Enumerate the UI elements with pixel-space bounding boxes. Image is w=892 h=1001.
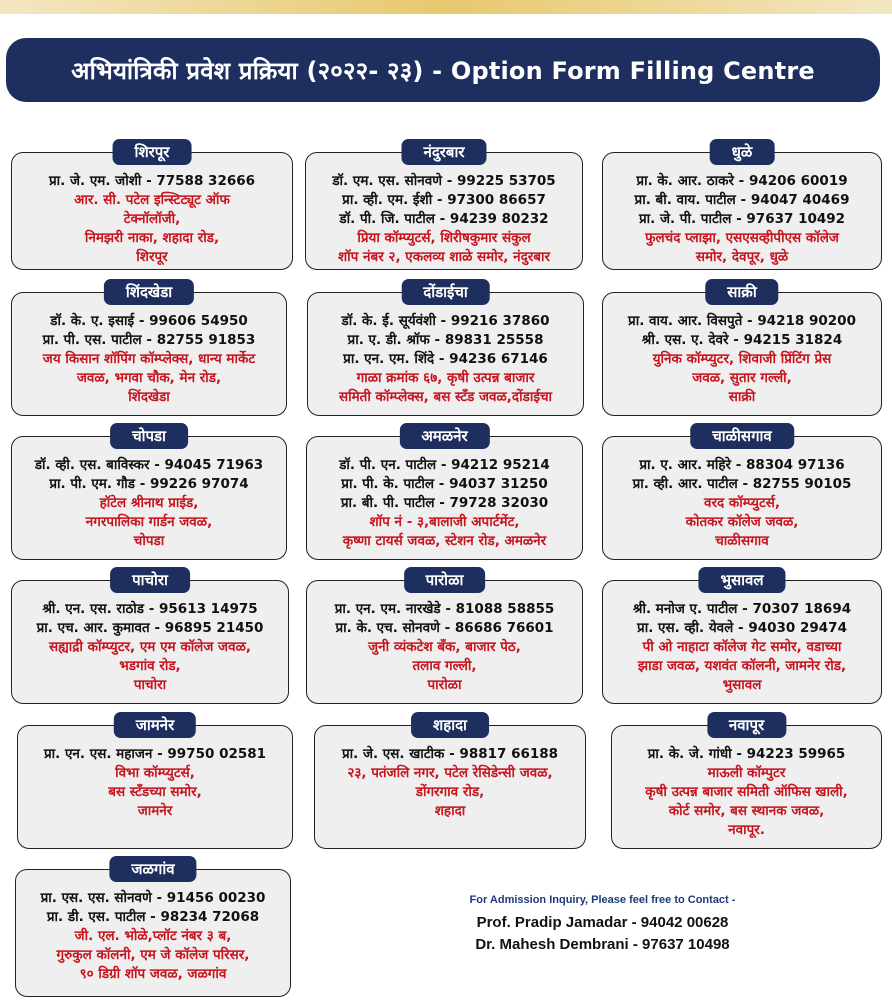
- centre-details: [12, 600, 288, 695]
- title-banner: [6, 38, 880, 102]
- contact-person-line: प्रा. व्ही. आर. पाटील - 82755 90105: [632, 476, 852, 492]
- centre-details: [315, 745, 585, 821]
- centre-card: [15, 860, 291, 997]
- centre-address-line: झाडा जवळ, यशवंत कॉलनी, जामनेर रोड,: [637, 658, 847, 674]
- centre-address-line: हॉटेल श्रीनाथ प्राईड,: [99, 495, 199, 511]
- contact-person-line: प्रा. के. जे. गांधी - 94223 59965: [647, 746, 846, 762]
- centre-address-line: जवळ, सुतार गल्ली,: [692, 370, 792, 386]
- centre-card: [305, 143, 583, 270]
- contact-person-line: प्रा. वाय. आर. विसपुते - 94218 90200: [628, 313, 856, 329]
- contact-person-line: प्रा. ए. आर. महिरे - 88304 97136: [639, 457, 845, 473]
- centre-details: [612, 745, 881, 840]
- centre-address-line: साक्री: [728, 389, 756, 405]
- centre-card: [306, 427, 583, 560]
- centre-details: [603, 600, 881, 695]
- contact-person-line: श्री. एस. ए. देवरे - 94215 31824: [641, 332, 843, 348]
- contact-person-line: प्रा. बी. वाय. पाटील - 94047 40469: [634, 192, 850, 208]
- centre-details: [307, 456, 582, 551]
- centre-details: [306, 172, 582, 267]
- contact-person-line: प्रा. ए. डी. श्रॉफ - 89831 25558: [347, 332, 544, 348]
- centre-name-tag: भुसावल: [698, 567, 785, 593]
- centre-address-line: जवळ, भगवा चौक, मेन रोड,: [76, 370, 222, 386]
- contact-person-line: डॉ. व्ही. एस. बाविस्कर - 94045 71963: [34, 457, 264, 473]
- contact-person-line: प्रा. जे. एस. खाटीक - 98817 66188: [341, 746, 559, 762]
- contact-person-line: श्री. मनोज ए. पाटील - 70307 18694: [632, 601, 852, 617]
- centre-address-line: सह्याद्री कॉम्प्युटर, एम एम कॉलेज जवळ,: [49, 639, 251, 655]
- centre-details: [603, 172, 881, 267]
- centre-name-tag: धुळे: [710, 139, 775, 165]
- contact-person-line: प्रा. डी. एस. पाटील - 98234 72068: [46, 909, 260, 925]
- centre-card: [306, 571, 583, 704]
- centre-name-tag: पाचोरा: [110, 567, 190, 593]
- centre-address-line: डोंगरगाव रोड,: [415, 784, 485, 800]
- centre-address-line: कृष्णा टायर्स जवळ, स्टेशन रोड, अमळनेर: [342, 533, 547, 549]
- centre-address-line: विभा कॉम्प्युटर्स,: [115, 765, 195, 781]
- centre-name-tag: अमळनेर: [399, 423, 489, 449]
- centre-address-line: पाचोरा: [133, 677, 167, 693]
- centre-details: [603, 312, 881, 407]
- contact-person-line: श्री. एन. एस. राठोड - 95613 14975: [42, 601, 258, 617]
- contact-person-line: प्रा. एन. एम. नारखेडे - 81088 58855: [334, 601, 555, 617]
- centre-address-line: समोर, देवपूर, धुळे: [695, 249, 789, 265]
- centre-address-line: तलाव गल्ली,: [412, 658, 477, 674]
- contact-person-line: प्रा. व्ही. एम. ईशी - 97300 86657: [342, 192, 546, 208]
- contact-block: [330, 888, 875, 956]
- centre-address-line: निमझरी नाका, शहादा रोड,: [84, 230, 220, 246]
- contact-person-line: प्रा. के. आर. ठाकरे - 94206 60019: [636, 173, 848, 189]
- centre-name-tag: नंदुरबार: [401, 139, 486, 165]
- centre-name-tag: साक्री: [705, 279, 778, 305]
- centre-address-line: जय किसान शॉपिंग कॉम्प्लेक्स, धान्य मार्केट: [42, 351, 256, 367]
- centre-address-line: २३, पतंजलि नगर, पटेल रेसिडेन्सी जवळ,: [347, 765, 553, 781]
- contact-person-line: प्रा. एन. एस. महाजन - 99750 02581: [43, 746, 267, 762]
- centre-card: [307, 283, 584, 416]
- centre-card: [602, 427, 882, 560]
- contact-person-line: प्रा. पी. के. पाटील - 94037 31250: [341, 476, 548, 492]
- contact-person-line: प्रा. पी. एम. गौड - 99226 97074: [49, 476, 249, 492]
- centre-address-line: कोर्ट समोर, बस स्थानक जवळ,: [668, 803, 825, 819]
- centre-address-line: फुलचंद प्लाझा, एसएसव्हीपीएस कॉलेज: [645, 230, 839, 246]
- centre-name-tag: शिरपूर: [113, 139, 192, 165]
- centre-address-line: कोतकर कॉलेज जवळ,: [685, 514, 799, 530]
- centre-details: [18, 745, 292, 821]
- centre-details: [12, 172, 292, 267]
- centre-address-line: ९० डिग्री शॉप जवळ, जळगांव: [79, 966, 227, 982]
- centre-address-line: चाळीसगाव: [715, 533, 769, 549]
- centre-address-line: शहादा: [434, 803, 466, 819]
- centre-name-tag: जामनेर: [114, 712, 196, 738]
- contact-person-line: प्रा. जे. पी. पाटील - 97637 10492: [638, 211, 846, 227]
- centre-card: [17, 716, 293, 849]
- centre-address-line: चोपडा: [133, 533, 165, 549]
- centre-name-tag: चोपडा: [110, 423, 188, 449]
- centre-address-line: वरद कॉम्प्युटर्स,: [703, 495, 781, 511]
- centre-address-line: जी. एल. भोळे,प्लॉट नंबर ३ ब,: [74, 928, 232, 944]
- centre-card: [11, 283, 287, 416]
- centre-address-line: शॉप नं - ३,बालाजी अपार्टमेंट,: [369, 514, 520, 530]
- centre-card: [11, 143, 293, 270]
- contact-person-line: डॉ. के. ई. सूर्यवंशी - 99216 37860: [341, 313, 550, 329]
- centre-details: [12, 456, 286, 551]
- centre-address-line: कृषी उत्पन्न बाजार समिती ऑफिस खाली,: [645, 784, 848, 800]
- centre-card: [314, 716, 586, 849]
- centre-address-line: प्रिया कॉम्प्युटर्स, शिरीषकुमार संकुल: [357, 230, 531, 246]
- centre-card: [602, 571, 882, 704]
- centre-name-tag: नवापूर: [707, 712, 786, 738]
- contact-line-1: Prof. Pradip Jamadar - 94042 00628: [476, 914, 729, 931]
- centre-name-tag: शिंदखेडा: [104, 279, 194, 305]
- centre-address-line: भुसावल: [722, 677, 762, 693]
- centre-details: [603, 456, 881, 551]
- centre-address-line: शॉप नंबर २, एकलव्य शाळे समोर, नंदुरबार: [337, 249, 551, 265]
- centre-name-tag: शहादा: [411, 712, 489, 738]
- contact-person-line: प्रा. एस. व्ही. येवले - 94030 29474: [637, 620, 847, 636]
- contact-person-line: प्रा. जे. एम. जोशी - 77588 32666: [48, 173, 256, 189]
- centre-address-line: आर. सी. पटेल इन्स्टिट्यूट ऑफ: [74, 192, 230, 208]
- centre-address-line: समिती कॉम्प्लेक्स, बस स्टँड जवळ,दोंडाईचा: [338, 389, 553, 405]
- centre-address-line: माऊली कॉम्पुटर: [707, 765, 786, 781]
- centre-name-tag: पारोळा: [404, 567, 486, 593]
- centre-address-line: टेक्नॉलॉजी,: [123, 211, 181, 227]
- contact-person-line: प्रा. बी. पी. पाटील - 79728 32030: [340, 495, 549, 511]
- centre-address-line: युनिक कॉम्प्युटर, शिवाजी प्रिंटिंग प्रेस: [652, 351, 832, 367]
- centre-address-line: पी ओ नाहाटा कॉलेज गेट समोर, वडाच्या: [642, 639, 842, 655]
- contact-person-line: प्रा. एन. एम. शिंदे - 94236 67146: [343, 351, 548, 367]
- centre-card: [11, 571, 289, 704]
- contact-person-line: डॉ. एम. एस. सोनवणे - 99225 53705: [332, 173, 556, 189]
- centre-name-tag: जळगांव: [109, 856, 196, 882]
- centre-details: [16, 889, 290, 984]
- contact-person-line: डॉ. पी. जि. पाटील - 94239 80232: [339, 211, 549, 227]
- contact-line-2: Dr. Mahesh Dembrani - 97637 10498: [475, 936, 730, 953]
- centre-address-line: बस स्टँडच्या समोर,: [108, 784, 202, 800]
- centre-card: [602, 283, 882, 416]
- centre-address-line: गुरुकुल कॉलनी, एम जे कॉलेज परिसर,: [56, 947, 250, 963]
- centre-details: [12, 312, 286, 407]
- centre-address-line: नगरपालिका गार्डन जवळ,: [85, 514, 213, 530]
- centre-details: [307, 600, 582, 695]
- centre-address-line: जुनी व्यंकटेश बँक, बाजार पेठ,: [368, 639, 521, 655]
- contact-person-line: प्रा. के. एच. सोनवणे - 86686 76601: [335, 620, 554, 636]
- page-title: अभियांत्रिकी प्रवेश प्रक्रिया (२०२२- २३) - Option Form Filling Centre: [71, 56, 815, 85]
- top-decorative-stripe: [0, 0, 892, 14]
- centre-address-line: पारोळा: [427, 677, 462, 693]
- centre-card: [611, 716, 882, 849]
- centre-address-line: गाळा क्रमांक ६७, कृषी उत्पन्न बाजार: [356, 370, 535, 386]
- contact-person-line: प्रा. एच. आर. कुमावत - 96895 21450: [36, 620, 264, 636]
- centre-address-line: भडगांव रोड,: [119, 658, 181, 674]
- centre-details: [308, 312, 583, 407]
- centre-address-line: शिंदखेडा: [128, 389, 170, 405]
- centre-address-line: नवापूर.: [728, 822, 765, 838]
- contact-person-line: प्रा. एस. एस. सोनवणे - 91456 00230: [40, 890, 266, 906]
- contact-person-line: डॉ. के. ए. इसाई - 99606 54950: [50, 313, 248, 329]
- centre-card: [11, 427, 287, 560]
- centre-card: [602, 143, 882, 270]
- centre-name-tag: चाळीसगाव: [690, 423, 794, 449]
- contact-person-line: डॉ. पी. एन. पाटील - 94212 95214: [339, 457, 550, 473]
- centre-address-line: शिरपूर: [136, 249, 168, 265]
- contact-heading: For Admission Inquiry, Please feel free to Contact -: [469, 894, 736, 906]
- centre-name-tag: दोंडाईचा: [401, 279, 490, 305]
- centre-address-line: जामनेर: [137, 803, 173, 819]
- contact-person-line: प्रा. पी. एस. पाटील - 82755 91853: [42, 332, 256, 348]
